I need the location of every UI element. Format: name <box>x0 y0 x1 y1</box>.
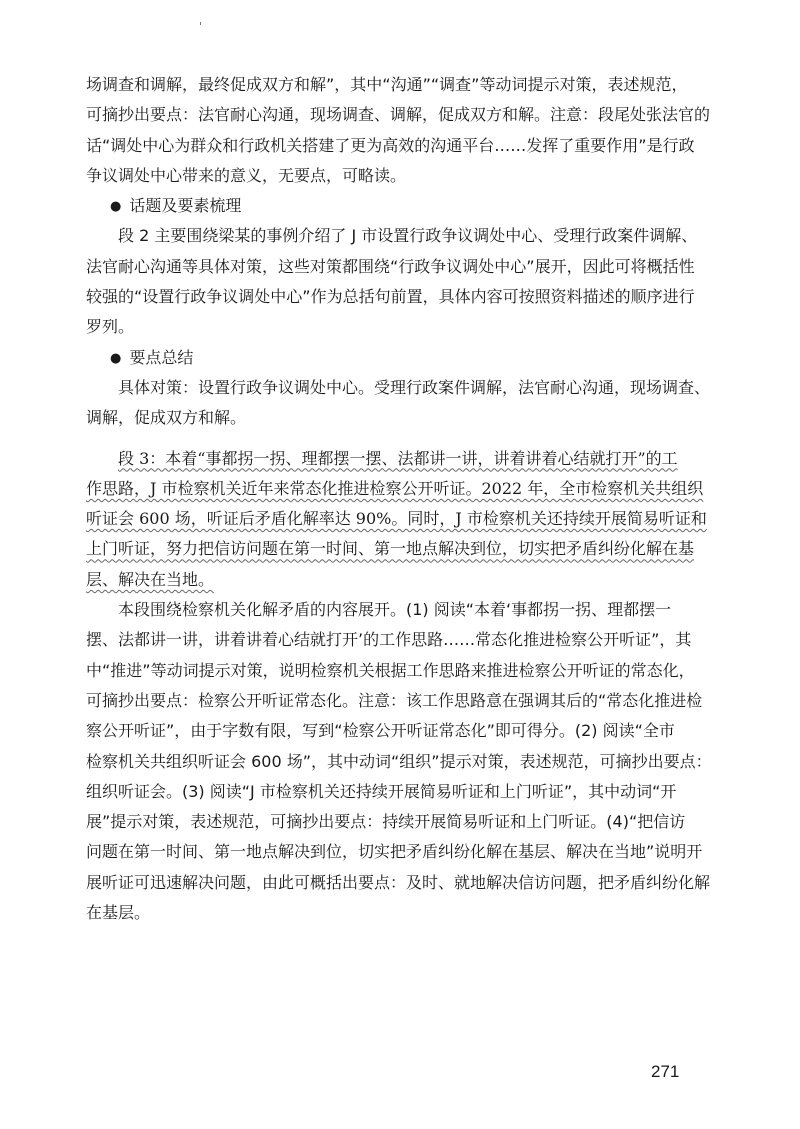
quote-line: 段 3：本着“事都拐一拐、理都摆一摆、法都讲一讲，讲着讲着心结就打开”的工 <box>118 448 678 468</box>
page-number: 271 <box>651 1062 680 1081</box>
spacer <box>86 434 726 444</box>
text-line: 可摘抄出要点：检察公开听证常态化。注意：该工作思路意在强调其后的“常态化推进检 <box>86 690 703 710</box>
text-line: 组织听证会。(3) 阅读“J 市检察机关还持续开展简易听证和上门听证”，其中动词“开 <box>86 781 677 801</box>
quote-line: 层、解决在当地。 <box>86 569 215 589</box>
text-line: 察公开听证”，由于字数有限，写到“检察公开听证常态化”即可得分。(2) 阅读“全市 <box>86 721 675 741</box>
text-line: 段 2 主要围绕梁某的事例介绍了 J 市设置行政争议调处中心、受理行政案件调解、 <box>118 226 698 246</box>
text-line: 场调查和调解，最终促成双方和解”，其中“沟通”“调查”等动词提示对策，表述规范， <box>86 75 688 94</box>
text-line: 中“推进”等动词提示对策，说明检察机关根据工作思路来推进检察公开听证的常态化， <box>86 660 695 680</box>
section-heading-topic: ● 话题及要素梳理 <box>86 191 726 221</box>
quote-line: 作思路，J 市检察机关近年来常态化推进检察公开听证。2022 年，全市检察机关共组织 <box>86 478 704 498</box>
scan-mark <box>200 22 201 25</box>
text-line: 摆、法都讲一讲，讲着讲着心结就打开’的工作思路……常态化推进检察公开听证”，其 <box>86 630 692 650</box>
text-line: 检察机关共组织听证会 600 场”，其中动词“组织”提示对策，表述规范，可摘抄出要点： <box>86 751 712 771</box>
text-line: 调解，促成双方和解。 <box>86 408 247 428</box>
quote-line: 听证会 600 场，听证后矛盾化解率达 90%。同时，J 市检察机关还持续开展简易听证和 <box>86 509 707 529</box>
text-line: 话“调处中心为群众和行政机关搭建了更为高效的沟通平台……发挥了重要作用”是行政 <box>86 135 695 155</box>
text-line: 争议调处中心带来的意义，无要点，可略读。 <box>86 165 407 185</box>
text-line: 问题在第一时间、第一地点解决到位，切实把矛盾纠纷化解在基层、解决在当地”说明开 <box>86 842 703 862</box>
page-body <box>86 70 726 928</box>
text-line: 罗列。 <box>86 317 135 337</box>
text-line: 法官耐心沟通等具体对策，这些对策都围绕“行政争议调处中心”展开，因此可将概括性 <box>86 256 695 276</box>
text-line: 展”提示对策，表述规范，可摘抄出要点：持续开展简易听证和上门听证。(4)“把信访 <box>86 812 686 832</box>
text-line: 可摘抄出要点：法官耐心沟通，现场调查、调解，促成双方和解。注意：段尾处张法官的 <box>86 105 711 125</box>
text-line: 较强的“设置行政争议调处中心”作为总括句前置，具体内容可按照资料描述的顺序进行 <box>86 287 695 307</box>
text-line: 在基层。 <box>86 903 151 923</box>
text-line: 具体对策：设置行政争议调处中心。受理行政案件调解，法官耐心沟通，现场调查、 <box>118 377 711 397</box>
text-line: 展听证可迅速解决问题，由此可概括出要点：及时、就地解决信访问题，把矛盾纠纷化解 <box>86 872 711 892</box>
quote-line: 上门听证，努力把信访问题在第一时间、第一地点解决到位，切实把矛盾纠纷化解在基 <box>86 539 695 559</box>
source-quote-block <box>86 444 726 595</box>
section-heading-summary: ● 要点总结 <box>86 343 726 373</box>
text-line: 本段围绕检察机关化解矛盾的内容展开。(1) 阅读“本着‘事都拐一拐、理都摆一 <box>118 600 672 620</box>
